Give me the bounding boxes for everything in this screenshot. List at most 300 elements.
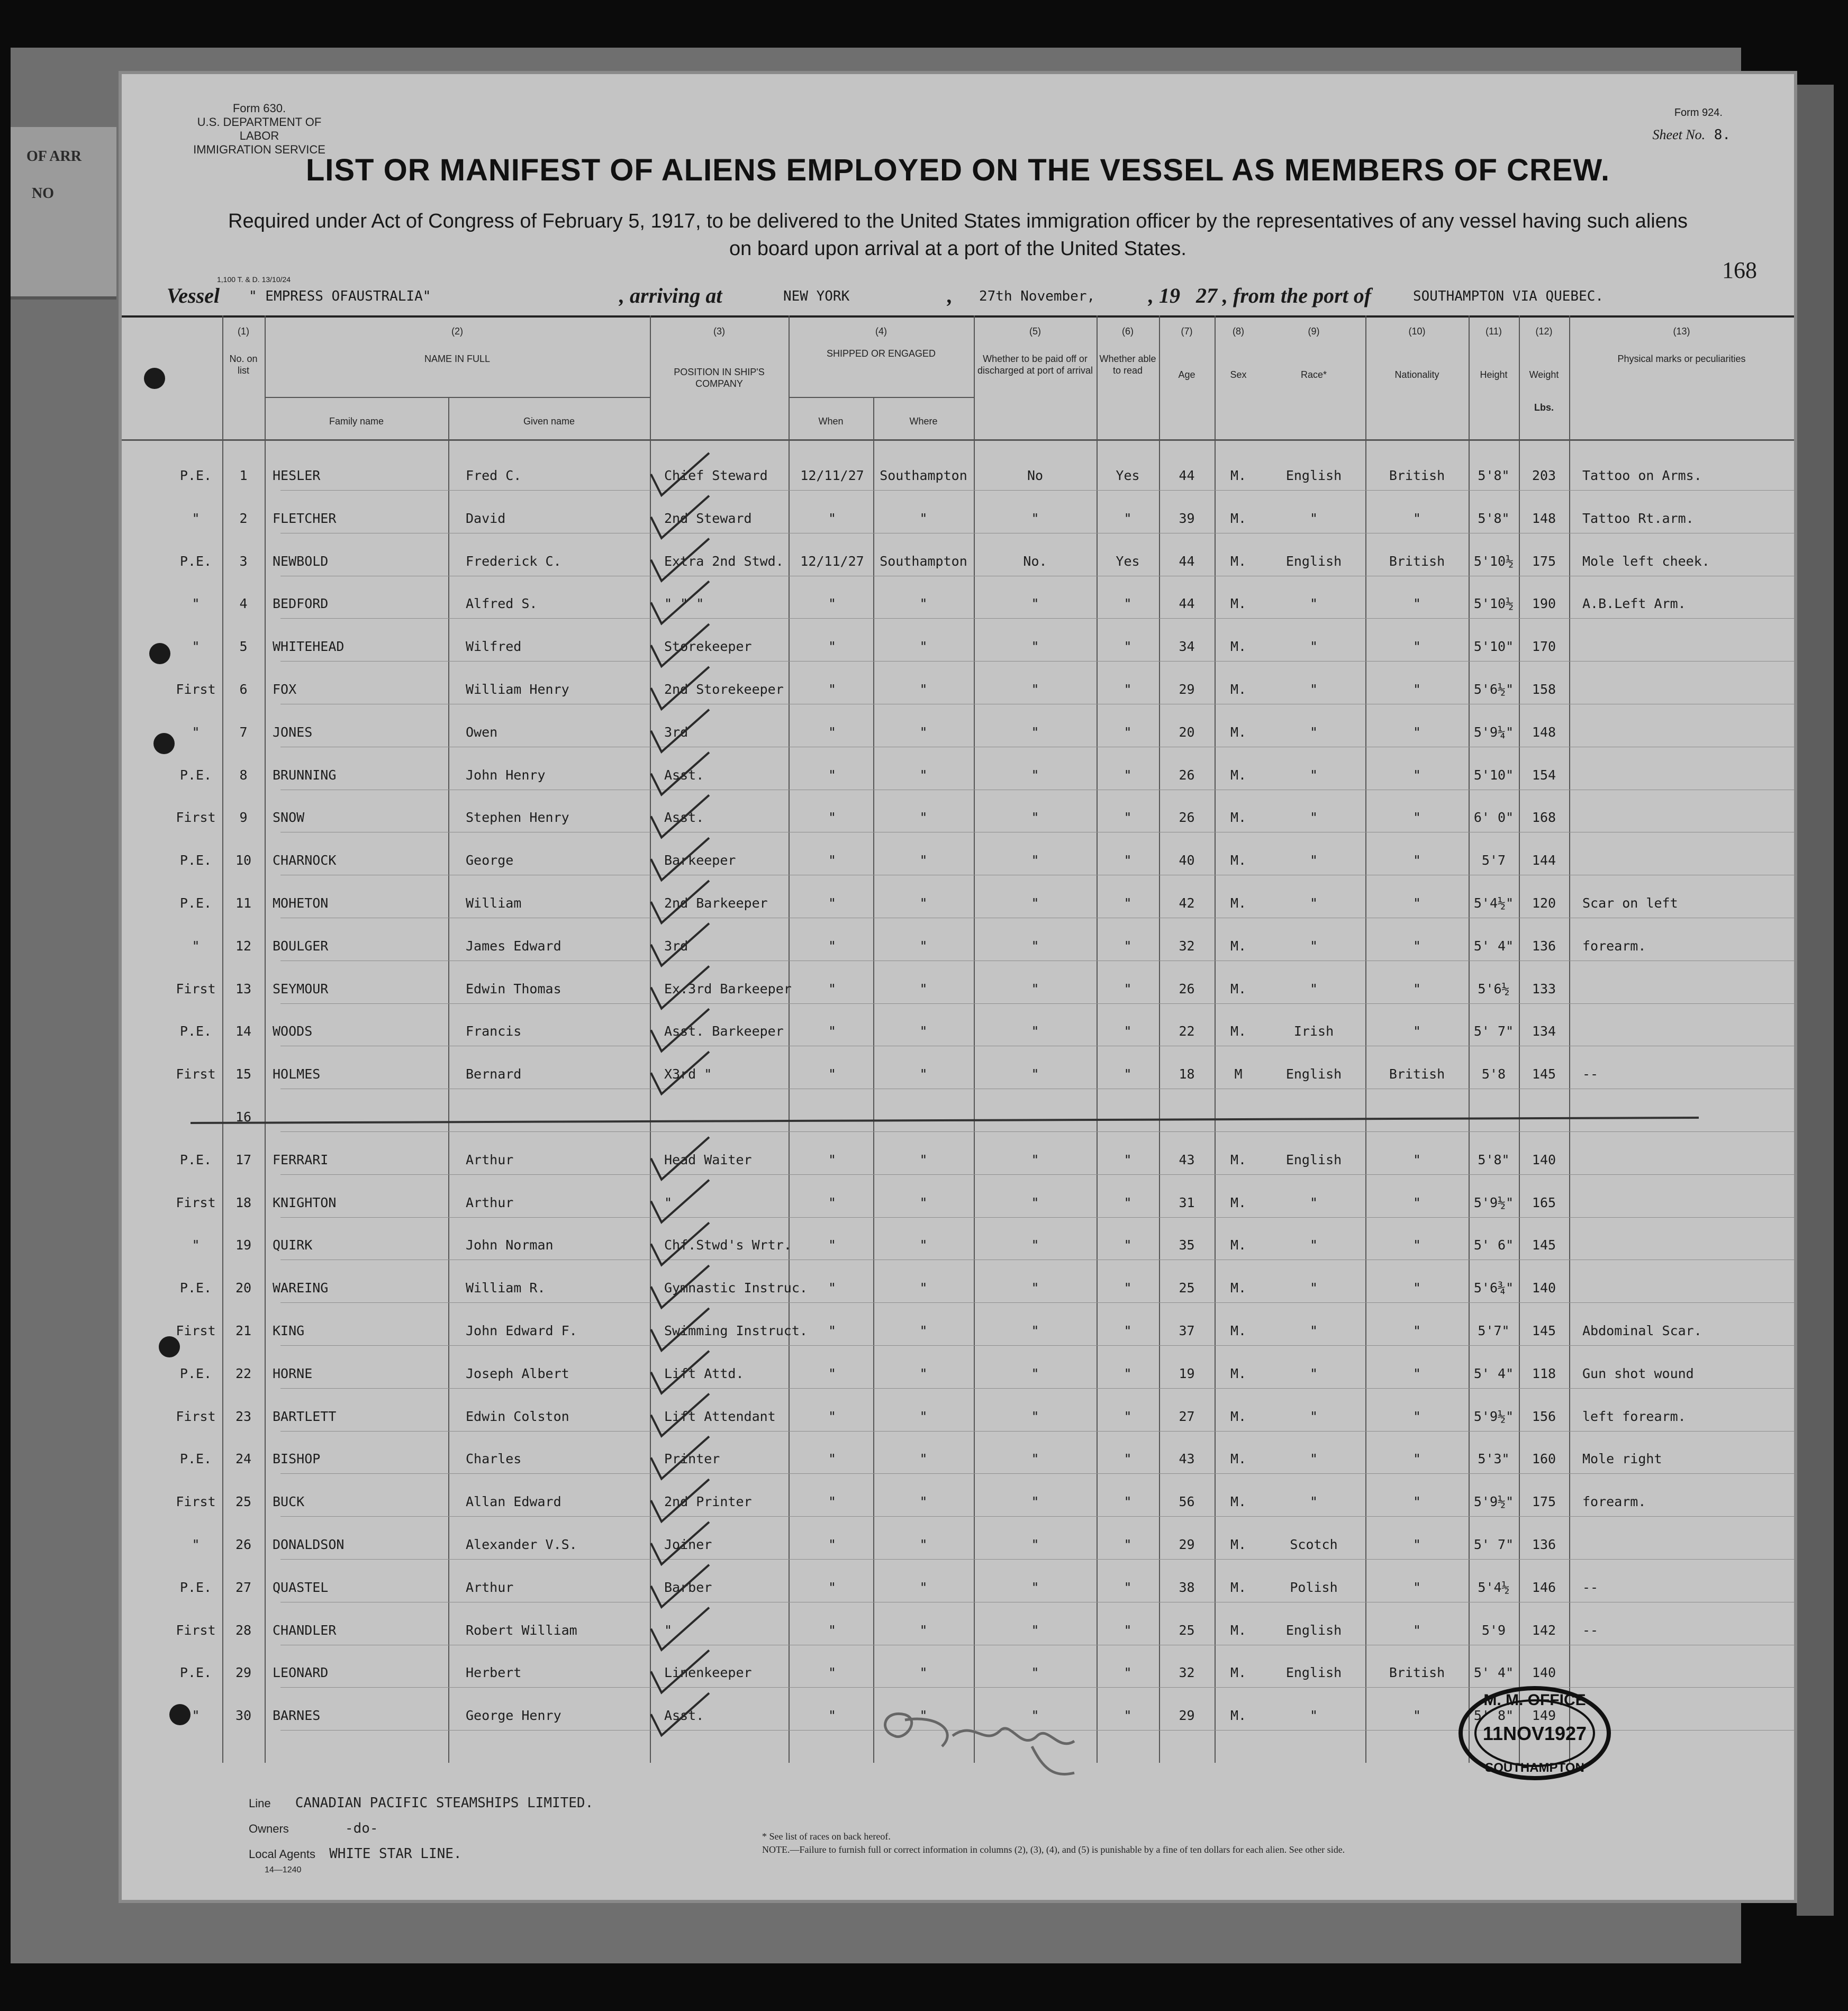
year-value: 27 (1196, 284, 1217, 307)
col1-header (222, 325, 265, 376)
row-13-paid: " (1031, 981, 1039, 997)
row-13-position: Ex.3rd Barkeeper (664, 981, 792, 997)
row-26-age: 29 (1179, 1537, 1195, 1552)
row-19-height: 5' 6" (1473, 1237, 1514, 1253)
row-20-paid: " (1031, 1280, 1039, 1296)
row-14-race: Irish (1293, 1023, 1334, 1039)
stamp-bottom: SOUTHAMPTON (1485, 1761, 1584, 1775)
check-mark (651, 710, 709, 752)
row-27-marks: -- (1582, 1579, 1599, 1595)
row-3-when: 12/11/27 (800, 553, 864, 569)
check-mark (651, 496, 709, 538)
row-12-race: " (1309, 938, 1318, 954)
row-18-weight: 165 (1532, 1194, 1556, 1210)
row-26-weight: 136 (1532, 1537, 1556, 1552)
row-30-cls: " (192, 1708, 200, 1724)
row-22-cls: P.E. (179, 1365, 212, 1381)
row-21-position: Swimming Instruct. (664, 1323, 808, 1338)
row-23-given: Edwin Colston (466, 1408, 569, 1424)
row-11-race: " (1309, 895, 1318, 911)
row-27-sex: M. (1230, 1579, 1247, 1595)
row-5-no: 5 (239, 639, 248, 655)
row-15-height: 5'8 (1481, 1066, 1506, 1082)
row-5-where: " (919, 639, 928, 655)
row-5-family: WHITEHEAD (273, 639, 345, 655)
row-6-nat: " (1412, 682, 1421, 697)
row-26-nat: " (1412, 1537, 1421, 1552)
fine-note: NOTE.—Failure to furnish full or correct information in columns (2), (3), (4), and (5) is punishable by a fine of ten dollars for each alien. See other side. (762, 1844, 1345, 1855)
row-22-age: 19 (1179, 1365, 1195, 1381)
print-code: 1,100 T. & D. 13/10/24 (217, 275, 291, 284)
row-6-height: 5'6½" (1473, 682, 1514, 697)
row-6-no: 6 (239, 682, 248, 697)
row-22-when: " (828, 1365, 837, 1381)
row-6-given: William Henry (466, 682, 569, 697)
row-9-read: " (1124, 810, 1132, 826)
row-21-given: John Edward F. (466, 1323, 577, 1338)
punch-hole (159, 1336, 180, 1357)
row-8-position: Asst. (664, 767, 704, 783)
row-17-nat: " (1412, 1152, 1421, 1167)
row-24-when: " (828, 1451, 837, 1467)
row-21-sex: M. (1230, 1323, 1247, 1338)
row-1-position: Chief Steward (664, 468, 768, 483)
row-27-where: " (919, 1579, 928, 1595)
row-18-nat: " (1412, 1194, 1421, 1210)
row-26-read: " (1124, 1537, 1132, 1552)
row-18-cls: First (176, 1194, 216, 1210)
row-14-no: 14 (235, 1023, 252, 1039)
row-22-marks: Gun shot wound (1582, 1365, 1694, 1381)
row-29-weight: 140 (1532, 1665, 1556, 1681)
check-mark (651, 753, 709, 795)
owners-label: Owners (249, 1822, 289, 1835)
row-2-marks: Tattoo Rt.arm. (1582, 510, 1694, 526)
row-8-family: BRUNNING (273, 767, 337, 783)
row-8-sex: M. (1230, 767, 1247, 783)
row-27-height: 5'4½ (1478, 1579, 1510, 1595)
row-27-given: Arthur (466, 1579, 514, 1595)
row-25-marks: forearm. (1582, 1494, 1646, 1510)
row-28-age: 25 (1179, 1622, 1195, 1638)
row-9-nat: " (1412, 810, 1421, 826)
check-mark (651, 667, 709, 709)
row-13-race: " (1309, 981, 1318, 997)
row-11-when: " (828, 895, 837, 911)
vessel-line (143, 283, 1783, 315)
owners-value: -do- (345, 1820, 378, 1836)
col6-num: (6) (1122, 326, 1134, 337)
row-27-age: 38 (1179, 1579, 1195, 1595)
document-subtitle: Required under Act of Congress of February 5, 1917, to be delivered to the United States immigration officer by the representatives of any vessel having such aliens on board upon arrival at a port of the United States. (228, 210, 1688, 260)
row-11-height: 5'4½" (1473, 895, 1514, 911)
row-7-weight: 148 (1532, 724, 1556, 740)
row-26-no: 26 (235, 1537, 252, 1552)
row-20-read: " (1124, 1280, 1132, 1296)
row-13-given: Edwin Thomas (466, 981, 561, 997)
row-3-read: Yes (1116, 553, 1140, 569)
row-9-no: 9 (239, 810, 248, 826)
row-23-when: " (828, 1408, 837, 1424)
arriving-label: , arriving at (619, 284, 722, 307)
row-5-height: 5'10" (1473, 639, 1514, 655)
row-rule (280, 1388, 1794, 1389)
row-28-no: 28 (235, 1622, 252, 1638)
row-19-where: " (919, 1237, 928, 1253)
line-value: CANADIAN PACIFIC STEAMSHIPS LIMITED. (295, 1795, 594, 1811)
col13-num: (13) (1673, 326, 1690, 337)
col13-header (1569, 325, 1794, 365)
row-12-when: " (828, 938, 837, 954)
row-9-position: Asst. (664, 810, 704, 826)
check-mark (651, 453, 709, 495)
row-14-age: 22 (1179, 1023, 1195, 1039)
row-5-position: Storekeeper (664, 639, 752, 655)
row-10-family: CHARNOCK (273, 853, 337, 868)
col7-num: (7) (1181, 326, 1193, 337)
row-28-weight: 142 (1532, 1622, 1556, 1638)
row-11-family: MOHETON (273, 895, 329, 911)
when-header: When (818, 416, 844, 427)
row-5-read: " (1124, 639, 1132, 655)
height-label: Height (1480, 369, 1508, 380)
row-1-cls: P.E. (179, 468, 212, 483)
row-13-when: " (828, 981, 837, 997)
row-5-race: " (1309, 639, 1318, 655)
row-23-sex: M. (1230, 1408, 1247, 1424)
row-28-given: Robert William (466, 1622, 577, 1638)
row-4-sex: M. (1230, 596, 1247, 612)
row-17-no: 17 (235, 1152, 252, 1167)
row-8-where: " (919, 767, 928, 783)
sheet-number (1653, 127, 1731, 143)
row-3-race: English (1285, 553, 1342, 569)
check-mark (651, 966, 709, 1009)
row-10-read: " (1124, 853, 1132, 868)
row-10-position: Barkeeper (664, 853, 736, 868)
col9-num: (9) (1308, 326, 1320, 337)
row-18-race: " (1309, 1194, 1318, 1210)
row-11-read: " (1124, 895, 1132, 911)
check-mark (651, 1479, 709, 1521)
row-23-where: " (919, 1408, 928, 1424)
row-7-height: 5'9¼" (1473, 724, 1514, 740)
row-11-no: 11 (235, 895, 252, 911)
row-27-paid: " (1031, 1579, 1039, 1595)
row-25-given: Allan Edward (466, 1494, 561, 1510)
row-24-where: " (919, 1451, 928, 1467)
row-19-age: 35 (1179, 1237, 1195, 1253)
row-25-cls: First (176, 1494, 216, 1510)
row-18-family: KNIGHTON (273, 1194, 337, 1210)
row-2-sex: M. (1230, 510, 1247, 526)
row-10-cls: P.E. (179, 853, 212, 868)
col-sep (448, 397, 449, 1763)
row-rule (280, 618, 1794, 619)
row-19-no: 19 (235, 1237, 252, 1253)
row-27-race: Polish (1290, 1579, 1338, 1595)
row-24-marks: Mole right (1582, 1451, 1662, 1467)
row-22-height: 5' 4" (1473, 1365, 1514, 1381)
row-28-marks: -- (1582, 1622, 1599, 1638)
row-2-height: 5'8" (1478, 510, 1510, 526)
check-mark (651, 1436, 709, 1479)
row-7-cls: " (192, 724, 200, 740)
col8-num: (8) (1233, 326, 1244, 337)
races-note: * See list of races on back hereof. (762, 1831, 891, 1842)
row-6-where: " (919, 682, 928, 697)
row-5-weight: 170 (1532, 639, 1556, 655)
row-14-when: " (828, 1023, 837, 1039)
row-2-position: 2nd Steward (664, 510, 752, 526)
row-7-age: 20 (1179, 724, 1195, 740)
row-29-cls: P.E. (179, 1665, 212, 1681)
row-14-position: Asst. Barkeeper (664, 1023, 784, 1039)
strip-text-1: OF ARR (26, 148, 81, 165)
col5-num: (5) (1029, 326, 1041, 337)
row-1-weight: 203 (1532, 468, 1556, 483)
row-28-nat: " (1412, 1622, 1421, 1638)
row-4-no: 4 (239, 596, 248, 612)
row-18-age: 31 (1179, 1194, 1195, 1210)
row-20-nat: " (1412, 1280, 1421, 1296)
marks-label: Physical marks or peculiarities (1617, 354, 1746, 364)
row-8-given: John Henry (466, 767, 546, 783)
shipped-label: SHIPPED OR ENGAGED (826, 348, 936, 359)
col10-num: (10) (1408, 326, 1426, 337)
row-11-nat: " (1412, 895, 1421, 911)
row-27-no: 27 (235, 1579, 252, 1595)
row-15-cls: First (176, 1066, 216, 1082)
col9-header (1262, 325, 1365, 381)
row-26-sex: M. (1230, 1537, 1247, 1552)
row-6-age: 29 (1179, 682, 1195, 697)
col3-header (650, 325, 789, 389)
vessel-name: " EMPRESS OFAUSTRALIA" (249, 288, 431, 304)
row-1-age: 44 (1179, 468, 1195, 483)
row-14-where: " (919, 1023, 928, 1039)
row-12-height: 5' 4" (1473, 938, 1514, 954)
punch-hole (149, 643, 170, 664)
row-12-given: James Edward (466, 938, 561, 954)
row-17-weight: 140 (1532, 1152, 1556, 1167)
row-3-position: Extra 2nd Stwd. (664, 553, 784, 569)
table-top-rule (122, 315, 1794, 318)
row-13-nat: " (1412, 981, 1421, 997)
row-25-where: " (919, 1494, 928, 1510)
row-11-given: William (466, 895, 522, 911)
row-14-cls: P.E. (179, 1023, 212, 1039)
row-21-paid: " (1031, 1323, 1039, 1338)
row-24-cls: P.E. (179, 1451, 212, 1467)
department: U.S. DEPARTMENT OF LABOR (197, 115, 322, 142)
signature (873, 1699, 1095, 1783)
row-12-read: " (1124, 938, 1132, 954)
row-2-family: FLETCHER (273, 510, 337, 526)
row-6-sex: M. (1230, 682, 1247, 697)
row-27-read: " (1124, 1579, 1132, 1595)
row-19-paid: " (1031, 1237, 1039, 1253)
row-6-read: " (1124, 682, 1132, 697)
row-20-sex: M. (1230, 1280, 1247, 1296)
row-23-cls: First (176, 1408, 216, 1424)
row-2-when: " (828, 510, 837, 526)
row-12-family: BOULGER (273, 938, 329, 954)
footer-owners (249, 1820, 378, 1836)
row-2-race: " (1309, 510, 1318, 526)
row-19-nat: " (1412, 1237, 1421, 1253)
row-20-age: 25 (1179, 1280, 1195, 1296)
row-24-given: Charles (466, 1451, 522, 1467)
row-9-where: " (919, 810, 928, 826)
col7-header (1159, 325, 1215, 381)
row-10-sex: M. (1230, 853, 1247, 868)
col2-header (265, 325, 650, 365)
stamp-top: M. M. OFFICE (1483, 1691, 1586, 1709)
row-26-height: 5' 7" (1473, 1537, 1514, 1552)
row-18-given: Arthur (466, 1194, 514, 1210)
row-14-given: Francis (466, 1023, 522, 1039)
row-17-read: " (1124, 1152, 1132, 1167)
row-10-when: " (828, 853, 837, 868)
row-2-age: 39 (1179, 510, 1195, 526)
row-10-age: 40 (1179, 853, 1195, 868)
row-9-race: " (1309, 810, 1318, 826)
row-29-position: Linenkeeper (664, 1665, 752, 1681)
comma: , (947, 284, 953, 307)
check-mark (651, 1052, 709, 1094)
row-30-no: 30 (235, 1708, 252, 1724)
row-14-height: 5' 7" (1473, 1023, 1514, 1039)
row-3-family: NEWBOLD (273, 553, 329, 569)
row-5-given: Wilfred (466, 639, 522, 655)
row-20-family: WAREING (273, 1280, 329, 1296)
col2-num: (2) (451, 326, 463, 337)
row-25-when: " (828, 1494, 837, 1510)
header-bottom-rule (122, 439, 1794, 441)
row-13-no: 13 (235, 981, 252, 997)
row-9-cls: First (176, 810, 216, 826)
row-25-race: " (1309, 1494, 1318, 1510)
row-6-cls: First (176, 682, 216, 697)
row-28-sex: M. (1230, 1622, 1247, 1638)
row-10-weight: 144 (1532, 853, 1556, 868)
row-14-weight: 134 (1532, 1023, 1556, 1039)
page-number: 168 (1722, 257, 1757, 283)
row-13-read: " (1124, 981, 1132, 997)
row-7-sex: M. (1230, 724, 1247, 740)
row-21-read: " (1124, 1323, 1132, 1338)
row-26-when: " (828, 1537, 837, 1552)
row-21-race: " (1309, 1323, 1318, 1338)
row-3-height: 5'10½ (1473, 553, 1514, 569)
row-rule (280, 661, 1794, 662)
row-26-where: " (919, 1537, 928, 1552)
row-19-given: John Norman (466, 1237, 554, 1253)
row-1-read: Yes (1116, 468, 1140, 483)
row-15-read: " (1124, 1066, 1132, 1082)
row-7-family: JONES (273, 724, 313, 740)
check-mark (651, 838, 709, 880)
row-25-weight: 175 (1532, 1494, 1556, 1510)
row-22-where: " (919, 1365, 928, 1381)
row-25-nat: " (1412, 1494, 1421, 1510)
row-2-given: David (466, 510, 506, 526)
row-29-height: 5' 4" (1473, 1665, 1514, 1681)
row-15-family: HOLMES (273, 1066, 321, 1082)
paid-off-label: Whether to be paid off or discharged at port of arrival (977, 354, 1093, 376)
header-subrule (789, 397, 974, 398)
row-26-race: Scotch (1290, 1537, 1338, 1552)
row-18-position: " (664, 1194, 673, 1210)
row-1-given: Fred C. (466, 468, 522, 483)
row-27-nat: " (1412, 1579, 1421, 1595)
stamp-date: 11NOV1927 (1482, 1723, 1587, 1744)
row-8-age: 26 (1179, 767, 1195, 783)
row-2-cls: " (192, 510, 200, 526)
strip-text-2: NO (32, 185, 54, 202)
age-label: Age (1178, 369, 1195, 380)
col5-header (976, 325, 1094, 376)
row-9-given: Stephen Henry (466, 810, 569, 826)
row-18-when: " (828, 1194, 837, 1210)
footer-line (249, 1795, 593, 1811)
check-mark (651, 1222, 709, 1265)
able-read-label: Whether able to read (1099, 354, 1156, 376)
row-30-read: " (1124, 1708, 1132, 1724)
row-23-read: " (1124, 1408, 1132, 1424)
row-2-where: " (919, 510, 928, 526)
row-19-sex: M. (1230, 1237, 1247, 1253)
row-3-weight: 175 (1532, 553, 1556, 569)
row-11-marks: Scar on left (1582, 895, 1678, 911)
row-24-age: 43 (1179, 1451, 1195, 1467)
row-15-sex: M (1234, 1066, 1243, 1082)
row-12-marks: forearm. (1582, 938, 1646, 954)
row-9-paid: " (1031, 810, 1039, 826)
row-10-paid: " (1031, 853, 1039, 868)
agents-label: Local Agents (249, 1847, 315, 1861)
header-subrule (265, 397, 650, 398)
row-25-paid: " (1031, 1494, 1039, 1510)
row-8-no: 8 (239, 767, 248, 783)
col-sep (265, 315, 266, 1763)
col11-header (1469, 325, 1519, 381)
row-13-cls: First (176, 981, 216, 997)
row-22-given: Joseph Albert (466, 1365, 569, 1381)
row-15-nat: British (1389, 1066, 1445, 1082)
row-14-paid: " (1031, 1023, 1039, 1039)
row-1-when: 12/11/27 (800, 468, 864, 483)
row-21-age: 37 (1179, 1323, 1195, 1338)
row-19-race: " (1309, 1237, 1318, 1253)
row-15-when: " (828, 1066, 837, 1082)
row-4-given: Alfred S. (466, 596, 538, 612)
row-30-sex: M. (1230, 1708, 1247, 1724)
row-11-position: 2nd Barkeeper (664, 895, 768, 911)
row-18-height: 5'9½" (1473, 1194, 1514, 1210)
row-2-weight: 148 (1532, 510, 1556, 526)
row-26-given: Alexander V.S. (466, 1537, 577, 1552)
row-24-weight: 160 (1532, 1451, 1556, 1467)
row-28-race: English (1285, 1622, 1342, 1638)
row-17-race: English (1285, 1152, 1342, 1167)
row-rule (280, 490, 1794, 491)
row-rule (280, 1003, 1794, 1004)
row-13-where: " (919, 981, 928, 997)
row-25-family: BUCK (273, 1494, 305, 1510)
row-19-cls: " (192, 1237, 200, 1253)
